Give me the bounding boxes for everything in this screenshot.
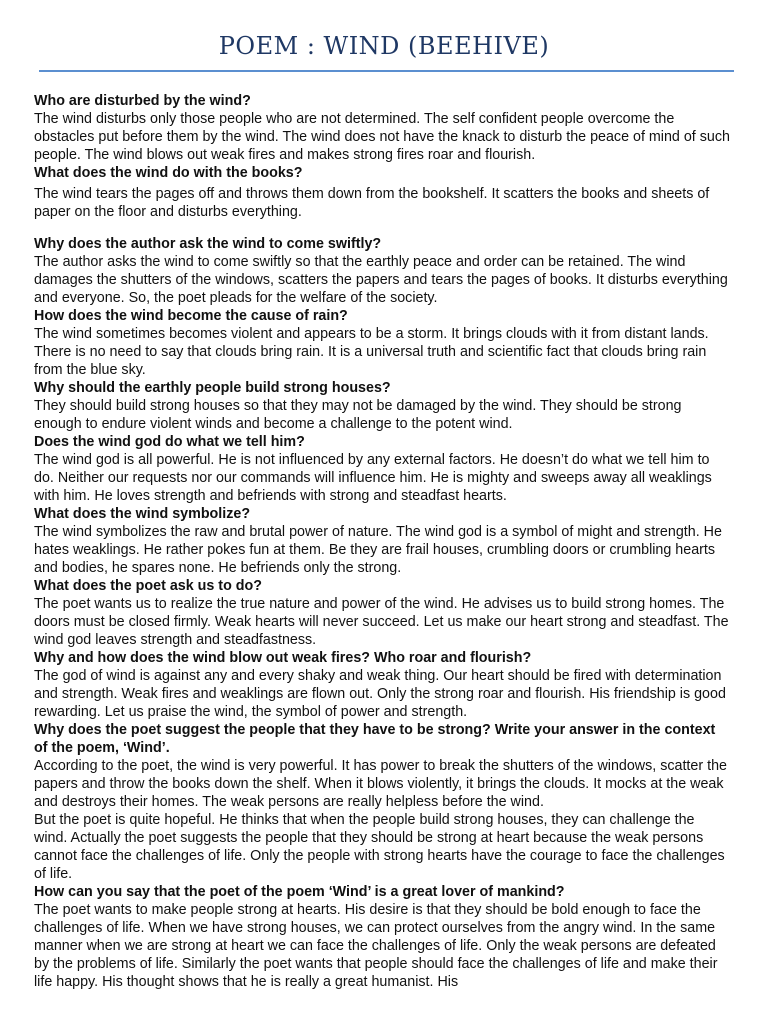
question: Does the wind god do what we tell him?	[34, 434, 305, 450]
question: Why does the author ask the wind to come swiftly?	[34, 236, 382, 252]
question: How does the wind become the cause of rain?	[34, 308, 348, 324]
question: How can you say that the poet of the poem ‘Wind’ is a great lover of mankind?	[34, 884, 565, 900]
question: What does the wind symbolize?	[34, 506, 251, 522]
title-divider	[39, 70, 734, 72]
question: Who are disturbed by the wind?	[34, 93, 251, 109]
answer: According to the poet, the wind is very powerful. It has power to break the shutters of the windows, scatter the papers and throw the books down the shelf. When it blows violently, it brings the clouds. It mocks at the weak and destroys their homes. The weak persons are really helpless before the wind.	[34, 758, 727, 810]
answer: The wind sometimes becomes violent and appears to be a storm. It brings clouds with it from distant lands. There is no need to say that clouds bring rain. It is a universal truth and scientific fact that clouds bring rain from the blue sky.	[34, 326, 709, 378]
question: Why and how does the wind blow out weak fires? Who roar and flourish?	[34, 650, 532, 666]
answer: They should build strong houses so that they may not be damaged by the wind. They should be strong enough to endure violent winds and become a challenge to the potent wind.	[34, 398, 682, 432]
spacer	[34, 221, 730, 235]
answer: The poet wants us to realize the true nature and power of the wind. He advises us to build strong homes. The doors must be closed firmly. Weak hearts will never succeed. Let us make our heart strong and steadfast. The wind god leaves strength and steadfastness.	[34, 596, 729, 648]
question: Why should the earthly people build strong houses?	[34, 380, 391, 396]
question: Why does the poet suggest the people that they have to be strong? Write your answer in the context of the poem, ‘Wind’.	[34, 722, 716, 756]
answer: The poet wants to make people strong at hearts. His desire is that they should be bold enough to face the challenges of life. When we have strong houses, we can protect ourselves from the angry wind. In the same manner when we are strong at heart we can face the challenges of life. Only the weak persons are defeated by the problems of life. Similarly the poet wants that people should face the challenges of life and make their life happy. His thought shows that he is really a great humanist. His	[34, 902, 718, 990]
answer: The wind god is all powerful. He is not influenced by any external factors. He doesn’t do what we tell him to do. Neither our requests nor our commands will influence him. He is mighty and sweeps away all weaklings with him. He loves strength and befriends with strong and steadfast hearts.	[34, 452, 712, 504]
answer: The god of wind is against any and every shaky and weak thing. Our heart should be fired with determination and strength. Weak fires and weaklings are flown out. Only the strong roar and flourish. His friendship is good rewarding. Let us praise the wind, the symbol of power and strength.	[34, 668, 726, 720]
page-title: POEM : WIND (BEEHIVE)	[218, 32, 550, 60]
answer: The wind disturbs only those people who are not determined. The self confident people overcome the obstacles put before them by the wind. The wind does not have the knack to disturb the peace of mind of such people. The wind blows out weak fires and makes strong fires roar and flourish.	[34, 111, 730, 163]
answer: The wind tears the pages off and throws them down from the bookshelf. It scatters the books and sheets of paper on the floor and disturbs everything.	[34, 186, 710, 220]
question: What does the poet ask us to do?	[34, 578, 262, 594]
answer: The wind symbolizes the raw and brutal power of nature. The wind god is a symbol of might and strength. He hates weaklings. He rather pokes fun at them. Be they are frail houses, crumbling doors or crumbling hearts and bodies, he spares none. He befriends only the strong.	[34, 524, 722, 576]
question: What does the wind do with the books?	[34, 165, 303, 181]
answer: But the poet is quite hopeful. He thinks that when the people build strong houses, they can challenge the wind. Actually the poet suggests the people that they should be strong at heart because the weak persons cannot face the challenges of life. Only the people with strong hearts have the courage to face the challenges of life.	[34, 812, 725, 882]
answer: The author asks the wind to come swiftly so that the earthly peace and order can be retained. The wind damages the shutters of the windows, scatters the papers and tears the pages of books. It disturbs everything and everyone. So, the poet pleads for the welfare of the society.	[34, 254, 728, 306]
qa-content	[34, 92, 730, 991]
